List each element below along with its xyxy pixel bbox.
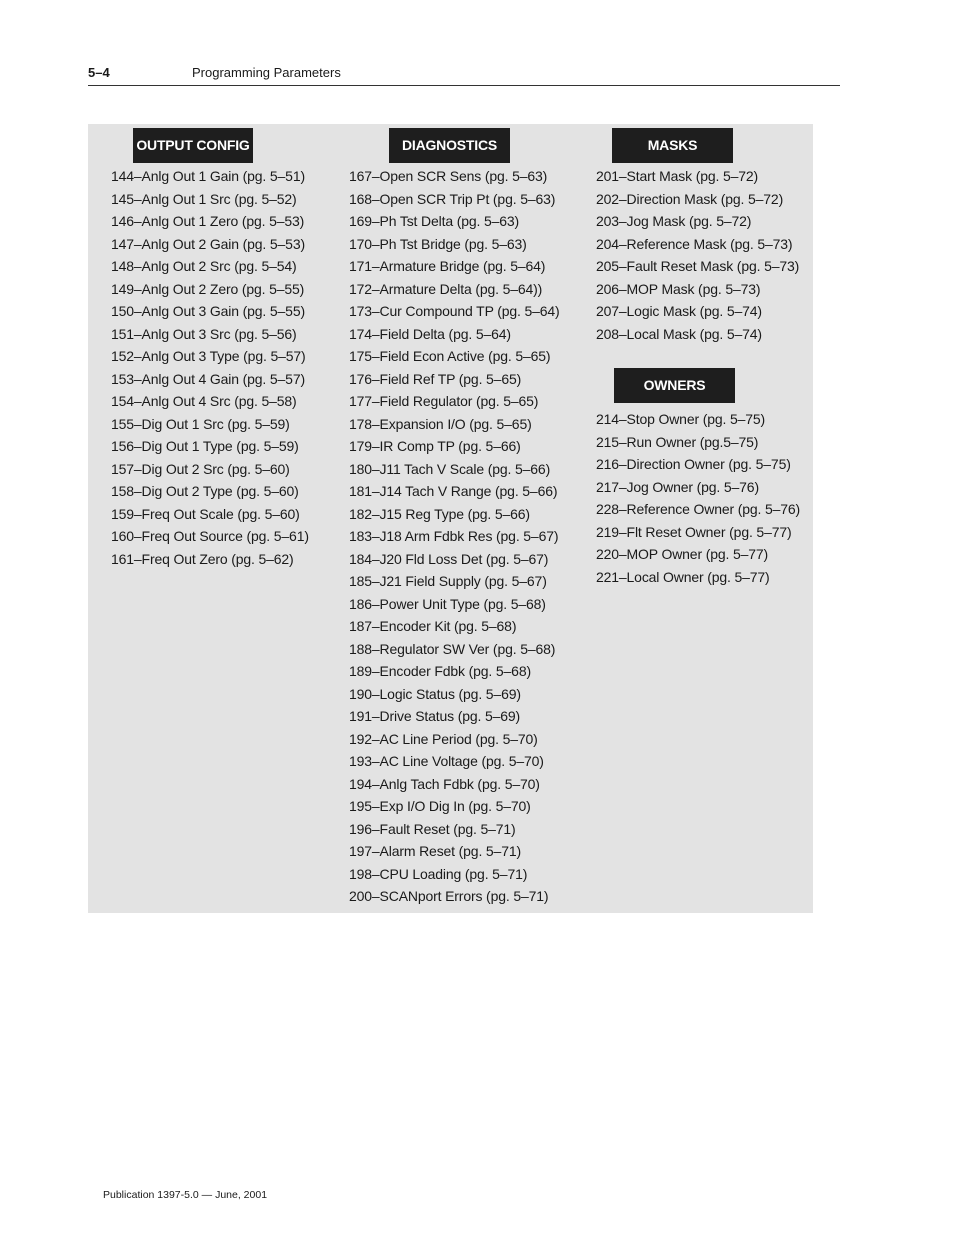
parameter-item: 160–Freq Out Source (pg. 5–61) xyxy=(111,528,309,544)
parameter-item: 203–Jog Mask (pg. 5–72) xyxy=(596,213,752,229)
parameter-item: 171–Armature Bridge (pg. 5–64) xyxy=(349,258,546,274)
heading-owners: OWNERS xyxy=(614,368,735,403)
parameter-item: 151–Anlg Out 3 Src (pg. 5–56) xyxy=(111,325,297,342)
parameter-item: 197–Alarm Reset (pg. 5–71) xyxy=(349,843,521,859)
list-masks xyxy=(596,165,799,345)
parameter-item: 180–J11 Tach V Scale (pg. 5–66) xyxy=(349,460,551,477)
parameter-item: 190–Logic Status (pg. 5–69) xyxy=(349,685,521,702)
parameter-item: 157–Dig Out 2 Src (pg. 5–60) xyxy=(111,460,290,477)
parameter-item: 152–Anlg Out 3 Type (pg. 5–57) xyxy=(111,348,306,364)
parameter-item: 150–Anlg Out 3 Gain (pg. 5–55) xyxy=(111,303,305,319)
parameter-item: 187–Encoder Kit (pg. 5–68) xyxy=(349,618,517,634)
parameter-item: 185–J21 Field Supply (pg. 5–67) xyxy=(349,573,547,589)
parameter-item: 181–J14 Tach V Range (pg. 5–66) xyxy=(349,483,558,499)
parameter-item: 149–Anlg Out 2 Zero (pg. 5–55) xyxy=(111,280,305,297)
parameter-item: 200–SCANport Errors (pg. 5–71) xyxy=(349,888,549,904)
parameter-item: 188–Regulator SW Ver (pg. 5–68) xyxy=(349,640,556,657)
parameter-item: 214–Stop Owner (pg. 5–75) xyxy=(596,411,766,427)
parameter-item: 192–AC Line Period (pg. 5–70) xyxy=(349,730,538,747)
parameter-item: 167–Open SCR Sens (pg. 5–63) xyxy=(349,168,548,184)
parameter-item: 215–Run Owner (pg.5–75) xyxy=(596,433,759,450)
list-output-config xyxy=(111,165,309,570)
parameter-item: 219–Flt Reset Owner (pg. 5–77) xyxy=(596,523,792,540)
parameter-item: 159–Freq Out Scale (pg. 5–60) xyxy=(111,505,300,522)
parameter-item: 216–Direction Owner (pg. 5–75) xyxy=(596,456,791,472)
parameter-item: 176–Field Ref TP (pg. 5–65) xyxy=(349,370,522,387)
parameter-item: 196–Fault Reset (pg. 5–71) xyxy=(349,820,516,837)
parameter-item: 177–Field Regulator (pg. 5–65) xyxy=(349,393,539,409)
parameter-item: 221–Local Owner (pg. 5–77) xyxy=(596,568,770,585)
list-owners xyxy=(596,408,800,588)
heading-diagnostics: DIAGNOSTICS xyxy=(389,128,510,163)
publication-footer: Publication 1397-5.0 — June, 2001 xyxy=(103,1189,268,1201)
list-diagnostics xyxy=(349,165,560,908)
parameter-item: 146–Anlg Out 1 Zero (pg. 5–53) xyxy=(111,213,305,229)
parameter-item: 205–Fault Reset Mask (pg. 5–73) xyxy=(596,258,800,274)
parameter-item: 178–Expansion I/O (pg. 5–65) xyxy=(349,415,532,432)
parameter-item: 161–Freq Out Zero (pg. 5–62) xyxy=(111,550,294,567)
parameter-item: 201–Start Mask (pg. 5–72) xyxy=(596,168,759,184)
page-number: 5–4 xyxy=(88,65,110,80)
parameter-item: 148–Anlg Out 2 Src (pg. 5–54) xyxy=(111,258,297,274)
section-title: Programming Parameters xyxy=(192,65,341,80)
parameter-item: 191–Drive Status (pg. 5–69) xyxy=(349,708,521,724)
parameter-item: 145–Anlg Out 1 Src (pg. 5–52) xyxy=(111,190,297,207)
parameter-item: 154–Anlg Out 4 Src (pg. 5–58) xyxy=(111,393,297,409)
parameter-item: 207–Logic Mask (pg. 5–74) xyxy=(596,303,762,319)
parameter-item: 202–Direction Mask (pg. 5–72) xyxy=(596,190,784,207)
parameter-item: 206–MOP Mask (pg. 5–73) xyxy=(596,280,761,297)
parameter-item: 179–IR Comp TP (pg. 5–66) xyxy=(349,438,521,454)
parameter-item: 195–Exp I/O Dig In (pg. 5–70) xyxy=(349,798,531,814)
parameter-item: 155–Dig Out 1 Src (pg. 5–59) xyxy=(111,415,290,432)
parameter-item: 183–J18 Arm Fdbk Res (pg. 5–67) xyxy=(349,528,559,544)
parameter-item: 182–J15 Reg Type (pg. 5–66) xyxy=(349,505,530,522)
parameter-item: 186–Power Unit Type (pg. 5–68) xyxy=(349,595,546,612)
parameter-item: 228–Reference Owner (pg. 5–76) xyxy=(596,501,801,517)
parameter-item: 189–Encoder Fdbk (pg. 5–68) xyxy=(349,663,531,679)
parameter-item: 193–AC Line Voltage (pg. 5–70) xyxy=(349,753,544,769)
parameter-item: 175–Field Econ Active (pg. 5–65) xyxy=(349,348,551,364)
heading-masks: MASKS xyxy=(612,128,733,163)
parameter-item: 208–Local Mask (pg. 5–74) xyxy=(596,325,762,342)
parameter-item: 147–Anlg Out 2 Gain (pg. 5–53) xyxy=(111,235,305,252)
parameter-item: 156–Dig Out 1 Type (pg. 5–59) xyxy=(111,438,299,454)
parameter-item: 184–J20 Fld Loss Det (pg. 5–67) xyxy=(349,550,549,567)
header-rule xyxy=(88,85,840,86)
parameter-item: 220–MOP Owner (pg. 5–77) xyxy=(596,546,769,562)
parameter-item: 144–Anlg Out 1 Gain (pg. 5–51) xyxy=(111,168,305,184)
parameter-item: 198–CPU Loading (pg. 5–71) xyxy=(349,865,528,882)
parameter-item: 173–Cur Compound TP (pg. 5–64) xyxy=(349,303,560,319)
parameter-item: 153–Anlg Out 4 Gain (pg. 5–57) xyxy=(111,370,305,387)
parameter-item: 168–Open SCR Trip Pt (pg. 5–63) xyxy=(349,190,556,207)
parameter-item: 158–Dig Out 2 Type (pg. 5–60) xyxy=(111,483,299,499)
parameter-item: 217–Jog Owner (pg. 5–76) xyxy=(596,478,759,495)
parameter-item: 204–Reference Mask (pg. 5–73) xyxy=(596,235,793,252)
parameter-item: 169–Ph Tst Delta (pg. 5–63) xyxy=(349,213,520,229)
parameter-item: 170–Ph Tst Bridge (pg. 5–63) xyxy=(349,235,527,252)
parameter-item: 174–Field Delta (pg. 5–64) xyxy=(349,325,511,342)
heading-output-config: OUTPUT CONFIG xyxy=(133,128,253,163)
parameter-item: 194–Anlg Tach Fdbk (pg. 5–70) xyxy=(349,775,540,792)
parameter-item: 172–Armature Delta (pg. 5–64)) xyxy=(349,280,543,297)
